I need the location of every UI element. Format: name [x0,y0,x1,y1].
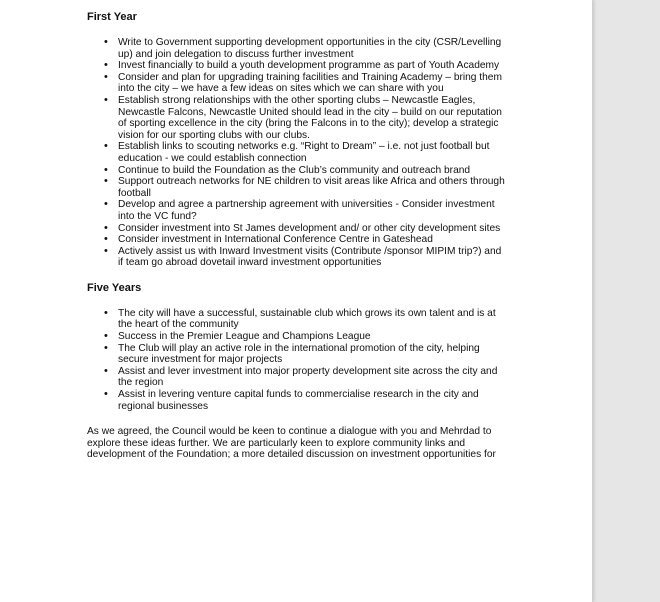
five-years-list [87,308,507,412]
list-item: • The Club will play an active role in the international promotion of the city, helping secure investment for major projects [87,343,507,366]
list-item: • Consider and plan for upgrading training facilities and Training Academy – bring them into the city – we have a few ideas on sites which we can share with you [87,72,507,95]
list-item: • Consider investment in International Conference Centre in Gateshead [87,234,507,246]
list-item: • Invest financially to build a youth development programme as part of Youth Academy [87,60,507,72]
list-item: • Support outreach networks for NE children to visit areas like Africa and others through football [87,176,507,199]
document-body [87,10,507,461]
list-item: • Develop and agree a partnership agreement with universities - Consider investment into the VC fund? [87,199,507,222]
list-item: • Assist in levering venture capital funds to commercialise research in the city and regional businesses [87,389,507,412]
list-item: • Assist and lever investment into major property development site across the city and the region [87,366,507,389]
closing-paragraph: As we agreed, the Council would be keen to continue a dialogue with you and Mehrdad to explore these ideas further. We are particularly keen to explore community links and development of the Foundation; a more detailed discussion on investment opportunities for [87,426,496,461]
list-item: • Write to Government supporting development opportunities in the city (CSR/Levelling up) and join delegation to discuss further investment [87,37,507,60]
list-item: • Establish strong relationships with the other sporting clubs – Newcastle Eagles, Newcastle Falcons, Newcastle United should lead in the city – build on our reputation of sporting excellence in the city (bring the Falcons in to the city); develop a strategic vision for our sporting clubs with our clubs. [87,95,507,141]
list-item: • Actively assist us with Inward Investment visits (Contribute /sponsor MIPIM trip?) and if team go abroad dovetail inward investment opportunities [87,246,507,269]
list-item: • The city will have a successful, sustainable club which grows its own talent and is at the heart of the community [87,308,507,331]
first-year-list [87,37,507,269]
list-item: • Consider investment into St James development and/ or other city development sites [87,223,507,235]
list-item: • Success in the Premier League and Champions League [87,331,507,343]
list-item: • Establish links to scouting networks e.g. “Right to Dream” – i.e. not just football but education - we could establish connection [87,141,507,164]
section-heading-five-years: Five Years [87,281,142,294]
list-item: • Continue to build the Foundation as the Club’s community and outreach brand [87,165,507,177]
section-heading-first-year: First Year [87,11,137,23]
